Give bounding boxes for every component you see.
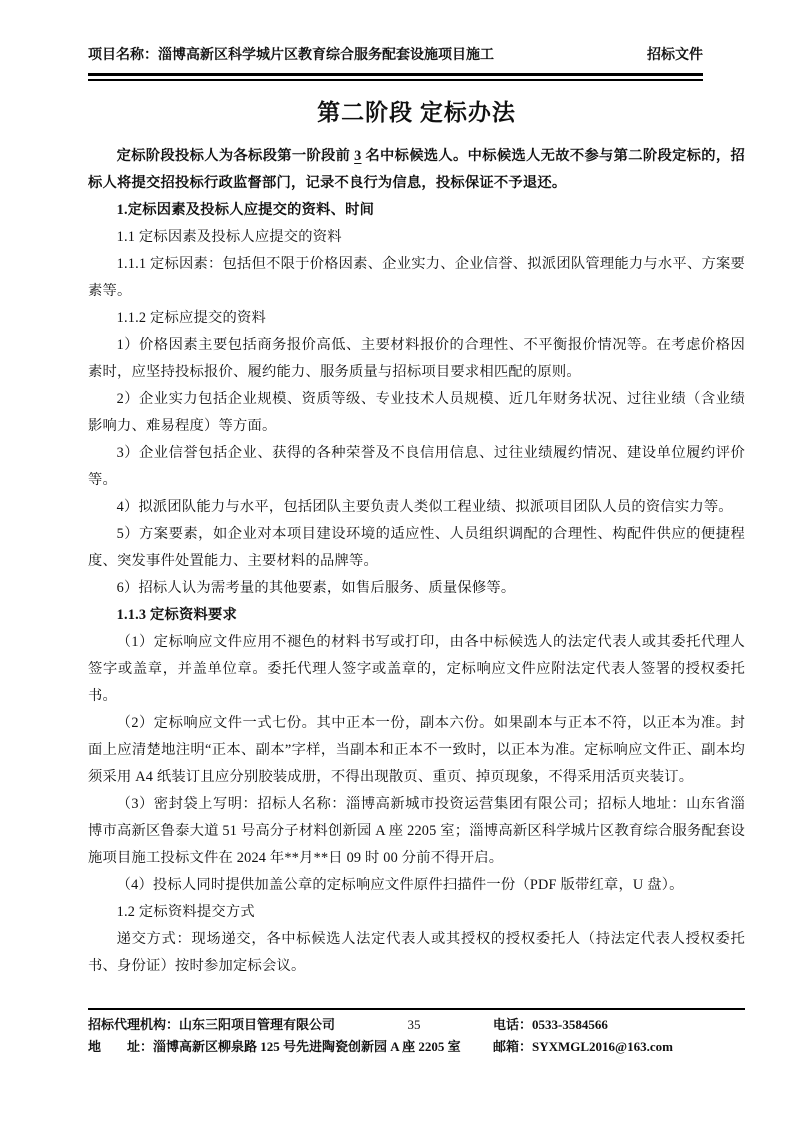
footer-phone: 电话：0533-3584566: [493, 1017, 608, 1032]
requirement-item-4: （4）投标人同时提供加盖公章的定标响应文件原件扫描件一份（PDF 版带红章，U 盘）。: [116, 877, 684, 893]
section-1-1-2: 1.1.2 定标应提交的资料: [116, 310, 266, 326]
factor-item-4: 4）拟派团队能力与水平，包括团队主要负责人类似工程业绩、拟派项目团队人员的资信实力等。: [116, 499, 733, 515]
page-title: 第二阶段 定标办法: [317, 100, 516, 125]
requirement-item-3: （3）密封袋上写明：招标人名称：淄博高新城市投资运营集团有限公司；招标人地址：山东省淄博市高新区鲁泰大道 51 号高分子材料创新园 A 座 2205 室；淄博高新区科学城片区教育综合服务配套设施项目施工投标文件在 2024 年**月**日 09 时 00 分前不得开启。: [88, 796, 745, 866]
footer-agency: 招标代理机构：山东三阳项目管理有限公司: [88, 1017, 336, 1032]
document-body: [88, 143, 745, 980]
header-divider: [88, 73, 703, 81]
section-1-1-1: 1.1.1 定标因素：包括但不限于价格因素、企业实力、企业信誉、拟派团队管理能力与水平、方案要素等。: [88, 256, 745, 299]
factor-item-6: 6）招标人认为需考量的其他要素，如售后服务、质量保修等。: [116, 580, 516, 596]
requirement-item-1: （1）定标响应文件应用不褪色的材料书写或打印，由各中标候选人的法定代表人或其委托代理人签字或盖章，并盖单位章。委托代理人签字或盖章的，定标响应文件应附法定代表人签署的授权委托书。: [88, 634, 745, 704]
factor-item-3: 3）企业信誉包括企业、获得的各种荣誉及不良信用信息、过往业绩履约情况、建设单位履约评价等。: [88, 445, 745, 488]
factor-item-1: 1）价格因素主要包括商务报价高低、主要材料报价的合理性、不平衡报价情况等。在考虑价格因素时，应坚持投标报价、履约能力、服务质量与招标项目要求相匹配的原则。: [88, 337, 745, 380]
section-heading-1-1-3: 1.1.3 定标资料要求: [116, 607, 237, 623]
factor-item-2: 2）企业实力包括企业规模、资质等级、专业技术人员规模、近几年财务状况、过往业绩（含业绩影响力、难易程度）等方面。: [88, 391, 745, 434]
intro-paragraph: [88, 143, 745, 197]
section-heading-1: 1.定标因素及投标人应提交的资料、时间: [116, 202, 375, 218]
page-header: [88, 46, 703, 81]
header-project-name: 项目名称：淄博高新区科学城片区教育综合服务配套设施项目施工: [88, 48, 494, 63]
page-number: 35: [407, 1017, 421, 1032]
candidate-count-underlined: 3: [354, 148, 362, 164]
header-doc-type: 招标文件: [647, 48, 703, 63]
intro-text-after: 名中标候选人。中标候选人无故不参与第二阶段定标的，招标人将提交招投标行政监督部门，记录不良行为信息，投标保证不予退还。: [88, 148, 745, 191]
intro-text-before: 定标阶段投标人为各标段第一阶段前: [116, 148, 355, 164]
section-1-2: 1.2 定标资料提交方式: [116, 904, 255, 920]
footer-divider: [88, 1008, 745, 1010]
page-footer: [88, 1008, 745, 1058]
factor-item-5: 5）方案要素，如企业对本项目建设环境的适应性、人员组织调配的合理性、构配件供应的便捷程度、突发事件处置能力、主要材料的品牌等。: [88, 526, 745, 569]
footer-address: 地 址：淄博高新区柳泉路 125 号先进陶瓷创新园 A 座 2205 室: [88, 1039, 461, 1054]
section-1-1: 1.1 定标因素及投标人应提交的资料: [116, 229, 342, 245]
submission-method-paragraph: 递交方式：现场递交，各中标候选人法定代表人或其授权的授权委托人（持法定代表人授权委托书、身份证）按时参加定标会议。: [88, 931, 745, 974]
requirement-item-2: （2）定标响应文件一式七份。其中正本一份，副本六份。如果副本与正本不符，以正本为准。封面上应清楚地注明“正本、副本”字样，当副本和正本不一致时，以正本为准。定标响应文件正、副本均须采用 A4 纸装订且应分别胶装成册，不得出现散页、重页、掉页现象，不得采用活页夹装订。: [88, 715, 745, 785]
footer-email: 邮箱：SYXMGL2016@163.com: [493, 1039, 674, 1054]
